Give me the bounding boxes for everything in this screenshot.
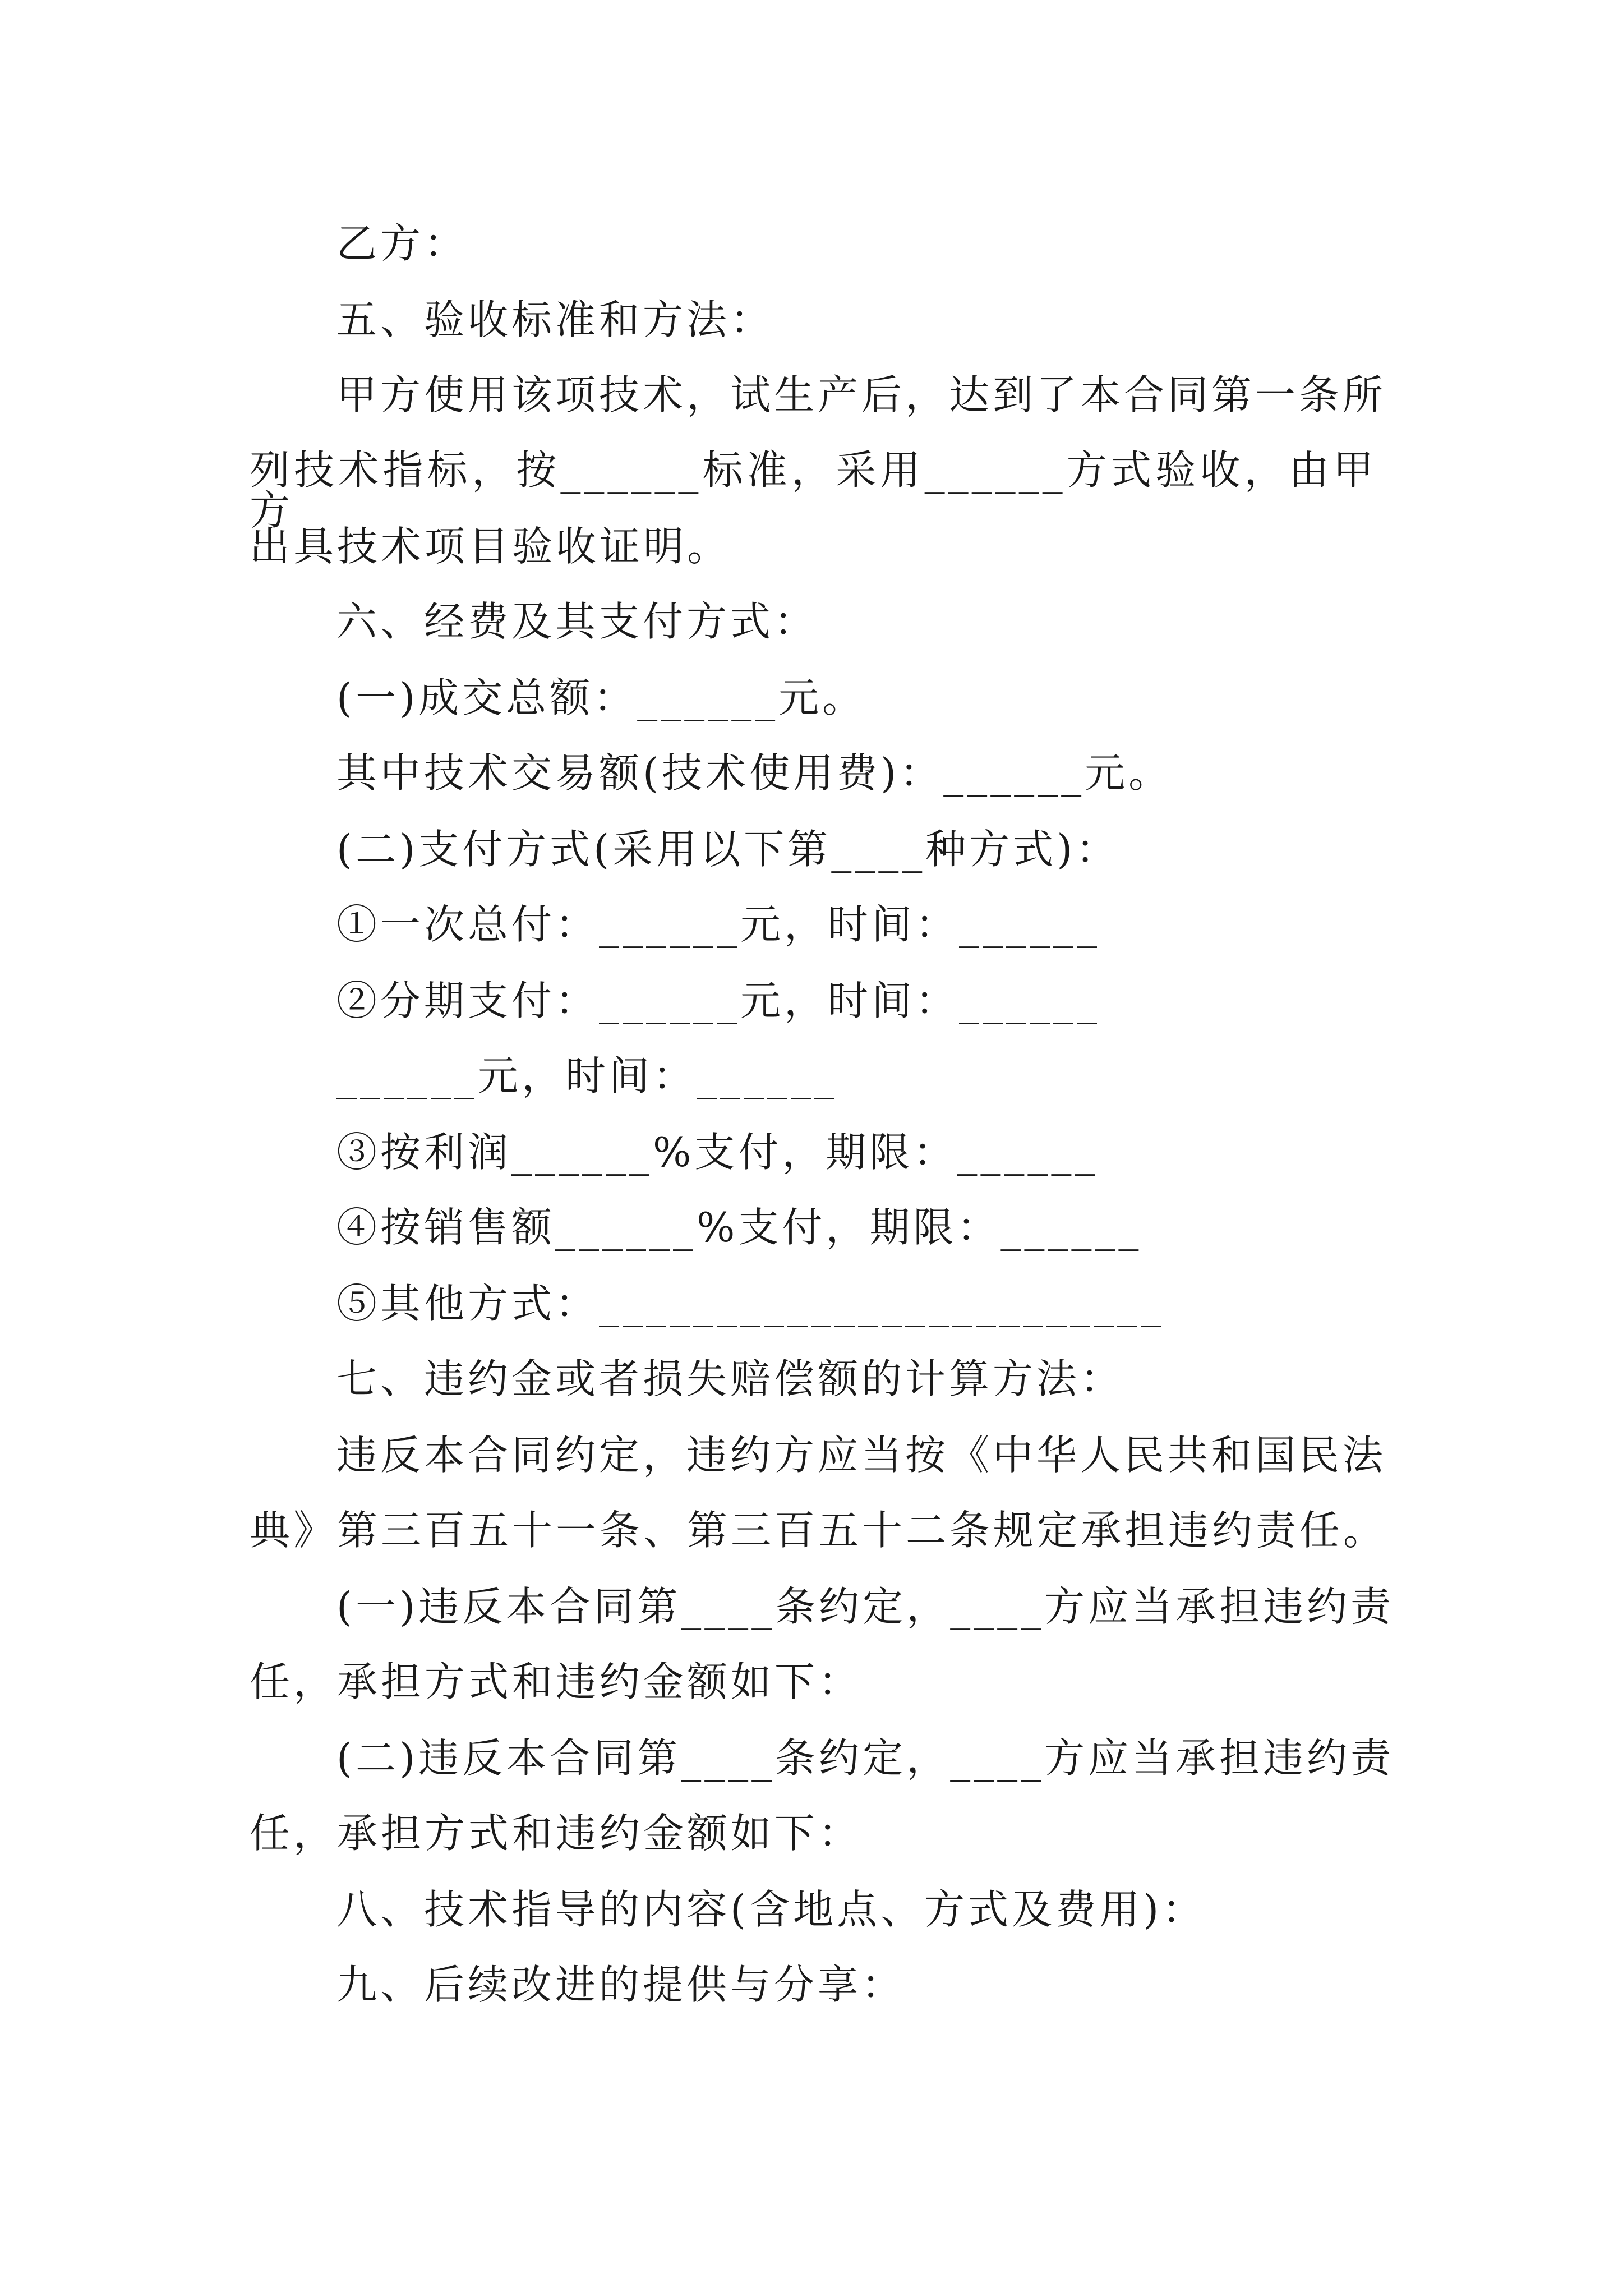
profit-share-line: ③按利润______%支付，期限：______ <box>336 1129 1099 1176</box>
installment-line-1: ②分期支付：______元，时间：______ <box>336 977 1101 1024</box>
installment-line-2: ______元，时间：______ <box>336 1052 838 1099</box>
tech-fee-line: 其中技术交易额(技术使用费)：______元。 <box>336 749 1173 797</box>
breach-clause-1-line-1: (一)违反本合同第____条约定，____方应当承担违约责 <box>336 1583 1395 1630</box>
sales-share-line: ④按销售额______%支付，期限：______ <box>336 1204 1142 1251</box>
party-b-label: 乙方： <box>336 220 468 267</box>
section-7-paragraph-line-1: 违反本合同约定，违约方应当按《中华人民共和国民法 <box>336 1432 1387 1479</box>
section-5-heading: 五、验收标准和方法： <box>336 296 774 343</box>
other-method-line: ⑤其他方式：________________________ <box>336 1280 1165 1327</box>
section-7-paragraph-line-2: 典》第三百五十一条、第三百五十二条规定承担违约责任。 <box>250 1507 1387 1554</box>
breach-clause-2-line-2: 任，承担方式和违约金额如下： <box>250 1810 863 1857</box>
breach-clause-2-line-1: (二)违反本合同第____条约定，____方应当承担违约责 <box>336 1734 1395 1782</box>
lump-sum-line: ①一次总付：______元，时间：______ <box>336 901 1101 948</box>
payment-method-line: (二)支付方式(采用以下第____种方式)： <box>336 826 1120 873</box>
section-5-paragraph-line-1: 甲方使用该项技术，试生产后，达到了本合同第一条所 <box>336 371 1387 418</box>
breach-clause-1-line-2: 任，承担方式和违约金额如下： <box>250 1658 863 1705</box>
section-8-heading: 八、技术指导的内容(含地点、方式及费用)： <box>336 1886 1206 1933</box>
section-9-heading: 九、后续改进的提供与分享： <box>336 1961 906 2008</box>
section-6-heading: 六、经费及其支付方式： <box>336 598 818 645</box>
section-5-paragraph-line-2: 列技术指标，按______标准，采用______方式验收，由甲方 <box>250 447 1377 534</box>
section-7-heading: 七、违约金或者损失赔偿额的计算方法： <box>336 1355 1124 1402</box>
total-amount-line: (一)成交总额：______元。 <box>336 674 866 721</box>
section-5-paragraph-line-3: 出具技术项目验收证明。 <box>250 523 731 570</box>
